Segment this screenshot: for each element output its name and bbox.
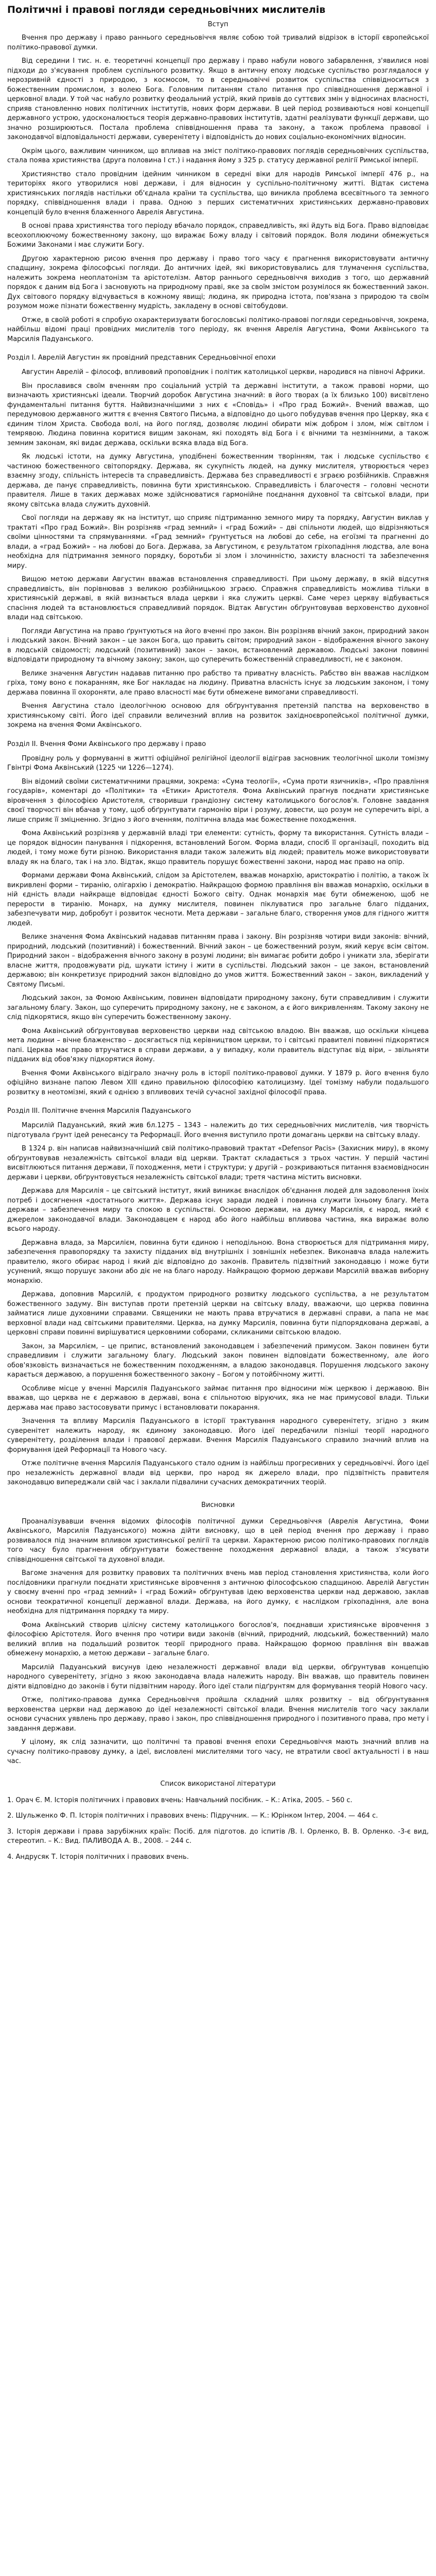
reference-item: 3. Історія держави і права зарубіжних країн: Посіб. для підготов. до іспитів /В. І. Орленко, В. В. Орленко. -3-є вид, стереотип. – К.: Вид. ПАЛИВОДА А. В., 2008. – 244 с.	[7, 1827, 429, 1845]
intro-paragraph: Вчення про державу і право раннього середньовіччя являє собою той тривалий відрізок в історії європейської політико-правової думки.	[7, 34, 429, 52]
section-3-paragraph: Закон, за Марсилієм, – це припис, встановлений законодавцем і забезпечений примусом. Закон повинен бути справедливим і служити загальному благу. Людський закон повинен відповідати божественному, але його обов'язковість визначається не божественним походженням, а владою законодавця. Порушення людського закону карається державою, а порушення божественного закону – Богом у потойбічному житті.	[7, 1342, 429, 1379]
conclusions-paragraphs	[7, 1517, 429, 1767]
section-2-paragraph: Формами держави Фома Аквінський, слідом за Арістотелем, вважав монархію, аристократію і політію, а також їх викривлені форми – тиранію, олігархію і демократію. Найкращою формою правління він вважав монархію, оскільки в ній єдність влади найкраще відповідає єдності Божого світу. Однак монархія має бути обмеженою, щоб не перерости в тиранію. Монарх, на думку мислителя, повинен піклуватися про загальне благо підданих, забезпечувати мир, добробут і розвиток чесноти. Мета держави – загальне благо, створення умов для гідного життя людей.	[7, 872, 429, 927]
section-3-paragraph: Держава для Марсилія – це світський інститут, який виникає внаслідок об'єднання людей для задоволення їхніх потреб і досягнення «достатнього життя». Держава існує заради людей і повинна служити їхньому благу. Мета держави – забезпечення миру та спокою в суспільстві. Основою держави, на думку Марсилія, є народ, який є джерелом законодавчої влади. Законодавцем є народ або його найбільш впливова частина, яка виражає волю всього народу.	[7, 1187, 429, 1233]
section-1-paragraph: Вчення Августина стало ідеологічною основою для обґрунтування претензій папства на верховенство в християнському світі. Його ідеї справили величезний вплив на розвиток західноєвропейської політичної думки, зокрема на вчення Фоми Аквінського.	[7, 702, 429, 729]
intro-heading: Вступ	[207, 21, 229, 28]
section-1-paragraph: Він прославився своїм вченням про соціальний устрій та державні інститути, а також правові норми, що визначають християнські ідеали. Творчий доробок Августина значний: в його творах (а їх близько 100) висвітлено фундаментальні питання буття. Найвизначнішими з них є «Сповідь» і «Про град Божий». Вчений вважав, що передумовою державного життя є вчення Святого Письма, а відповідно до цього побудував вчення про Церкву, яка є єдиним тілом Христа. Свобода волі, на його погляд, дозволяє людині обирати між добром і злом, між світлом і темрявою. Людина повинна коритися вищим законам, які походять від Бога і є вічними та незмінними, а також земним законам, які видає держава, оскільки всяка влада від Бога.	[7, 382, 429, 447]
section-2-paragraphs	[7, 754, 429, 1098]
section-1-paragraph: Вищою метою держави Августин вважав встановлення справедливості. При цьому державу, в якій відсутня справедливість, він порівнював з великою розбійницькою зграєю. Справжня справедливість можлива тільки в християнській державі, в якій визнається влада церкви і яка служить церкві. Саме через церкву відбувається спасіння людей та встановлюється справедливий порядок. Відтак Августин обґрунтовував верховенство духовної влади над світською.	[7, 575, 429, 621]
intro-paragraph: Від середини I тис. н. е. теоретичні концепції про державу і право набули нового забарвлення, з'явилися нові підходи до з'ясування проблем суспільного розвитку. Якщо в античну епоху людське суспільство розглядалося у нерозривній єдності з природою, з космосом, то в середньовіччі розвиток суспільства співвідноситься з божественним промислом, з волею Бога. Головним питанням стало питання про співвідношення державної і церковної влади. У той час набуло розвитку феодальний устрій, який привів до суттєвих змін у відносинах власності, сприяв становленню нових політичних інститутів, нових форм держави. В цей період розвиваються нові концепції державного устрою, удосконалюється теорія державно-правових інститутів, здатні реалізувати функції держави, що значно розширюються. Постала проблема співвідношення права та закону, а також проблема правової і законодавчої відповідальності держави, суверенітету і відповідність до нових соціально-економічних відносин.	[7, 57, 429, 141]
references-heading: Список використаної літератури	[160, 1780, 276, 1788]
conclusions-section	[7, 1501, 429, 1767]
section-1-paragraph: Свої погляди на державу як на інститут, що сприяє підтриманню земного миру та порядку, Августин виклав у трактаті «Про град Божий». Він розрізняв «град земний» і «град Божий» – дві спільноти людей, що відрізняються своїми цінностями та спрямуваннями. «Град земний» ґрунтується на любові до себе, на егоїзмі та прагненні до влади, а «град Божий» – на любові до Бога. Держава, за Августином, є результатом гріхопадіння людства, але вона необхідна для підтримання земного порядку, боротьби зі злом і злочинністю, захисту власності та забезпечення миру.	[7, 514, 429, 570]
section-3-paragraph: Марсилій Падуанський, який жив бл.1275 – 1343 – належить до тих середньовічних мислителів, чия творчість підготувала ґрунт ідей ренесансу та Реформації. Його вчення виступило проти домагань церкви на світську владу.	[7, 1122, 429, 1139]
section-1-paragraph: Як людські істоти, на думку Августина, уподібнені божественним творінням, так і людське суспільство є частиною божественного світопорядку. Держава, як сукупність людей, на думку мислителя, утворюється через взаємну згоду, спільність інтересів та справедливість. Держава без справедливості є зграєю розбійників. Справжня держава, де панує справедливість, повинна бути християнською. Справедливість і благочестя – головні чесноти правителя. Лише в таких державах може здійснюватися гармонійне поєднання духовної та світської влади, при якому світська влада служить духовній.	[7, 453, 429, 509]
conclusions-paragraph: Вагоме значення для розвитку правових та політичних вчень мав період становлення християнства, коли його послідовники прагнули поєднати християнське віровчення з античною філософською спадщиною. Аврелій Августин у своєму вченні про «град земний» і «град Божий» обґрунтував ідею верховенства церкви над державою, заклав основи теократичної концепції державної влади. Держава, на його думку, є наслідком гріхопадіння, але вона необхідна для підтримання порядку та миру.	[7, 1569, 429, 1615]
section-1-paragraph: Велике значення Августин надавав питанню про рабство та приватну власність. Рабство він вважав наслідком гріха, тому воно є покаранням, яке Бог накладає на людину. Приватна власність існує за людським законом, і тому держава повинна її охороняти, але право власності має бути обмежене вимогами справедливості.	[7, 669, 429, 697]
intro-paragraph: Отже, в своїй роботі я спробую охарактеризувати богословські політико-правові погляди середньовіччя, зокрема, найбільш відомі праці провідних мислителів того періоду, як вчення Аврелія Августина, Фоми Аквінського та Марсилія Падуанського.	[7, 316, 429, 343]
section-2-paragraph: Людський закон, за Фомою Аквінським, повинен відповідати природному закону, бути справедливим і служити загальному благу. Закон, що суперечить природному закону, не є законом, а є його викривленням. Такому закону не слід підкорятися, якщо він суперечить божественному закону.	[7, 994, 429, 1021]
section-2-heading: Розділ II. Вчення Фоми Аквінського про державу і право	[7, 740, 206, 748]
page-title: Політичні і правові погляди середньовічних мислителів	[7, 4, 326, 15]
section-1-paragraphs	[7, 368, 429, 731]
conclusions-paragraph: Марсилій Падуанський висунув ідею незалежності державної влади від церкви, обґрунтував концепцію народного суверенітету, згідно з якою законодавча влада належить народу. Він вважав, що правитель повинен діяти відповідно до законів і бути підзвітним народу. Його ідеї стали підґрунтям для формування теорій Нового часу.	[7, 1663, 429, 1690]
conclusions-paragraph: Проаналізувавши вчення відомих філософів політичної думки Середньовіччя (Аврелія Августина, Фоми Аквінського, Марсилія Падуанського) можна дійти висновку, що в цей період вчення про державу і право розвивалося під значним впливом християнської релігії та церкви. Характерною рисою політико-правових поглядів того часу було прагнення обґрунтувати божественне походження державної влади, а також з'ясувати співвідношення світської та духовної влади.	[7, 1517, 429, 1564]
conclusions-paragraph: Отже, політико-правова думка Середньовіччя пройшла складний шлях розвитку – від обґрунтування верховенства церкви над державою до ідеї незалежності світської влади. Вчення мислителів того часу заклали основи сучасних уявлень про державу, право і закон, про співвідношення природного і позитивного права, про мету і завдання держави.	[7, 1696, 429, 1733]
section-1-heading: Розділ I. Аврелій Августин як провідний представник Середньовічної епохи	[7, 354, 276, 362]
section-1-paragraph: Августин Аврелій – філософ, впливовий проповідник і політик католицької церкви, народився на півночі Африки.	[22, 368, 425, 376]
intro-paragraph: Окрім цього, важливим чинником, що впливав на зміст політико-правових поглядів середньовічних суспільства, стала поява християнства (друга половина I ст.) і надання йому з 325 р. статусу державної релігії Римської імперії.	[7, 147, 429, 164]
reference-item: 4. Андрусяк Т. Історія політичних і правових вчень.	[7, 1853, 189, 1861]
references-list	[7, 1796, 429, 1862]
section-2-paragraph: Провідну роль у формуванні в житті офіційної релігійної ідеології відіграв засновник теологічної школи томізму Гвінтрі Фома Аквінський (1225 чи 1226—1274).	[7, 754, 429, 772]
section-1	[7, 353, 429, 731]
intro-paragraph: Другою характерною рисою вчення про державу і право того часу є прагнення використовувати античну спадщину, зокрема філософські погляди. До античних ідей, які використовувались для тлумачення суспільства, належить зокрема неоплатонізм та арістотелізм. Автор раннього середньовіччя виходив з того, що державний порядок є даним від Бога і засновують на природному праві, яке за своїм змістом розумілося як божественний закон. Дух світового порядку відчувається в кожному явищі; людина, як природна істота, пов'язана з природою та своїм розумом може пізнати божественну мудрість, закладену в основі світобудови.	[7, 255, 429, 310]
section-3-paragraph: Особливе місце у вченні Марсилія Падуанського займає питання про відносини між церквою і державою. Він вважав, що церква не є державою в державі, вона є спільнотою віруючих, яка не має примусової влади. Тільки держава має право застосовувати примус і встановлювати покарання.	[7, 1384, 429, 1412]
conclusions-paragraph: Фома Аквінський створив цілісну систему католицького богослов'я, поєднавши християнське віровчення з філософією Арістотеля. Його вчення про чотири види законів (вічний, природний, людський, божественний) мало великий вплив на подальший розвиток теорії природного права. Найкращою формою правління він вважав обмежену монархію, а метою держави – загальне благо.	[7, 1621, 429, 1657]
intro-paragraphs	[7, 33, 429, 344]
conclusions-paragraph: У цілому, як слід зазначити, що політичні та правові вчення епохи Середньовіччя мають значний вплив на сучасну політико-правову думку, а ідеї, висловлені мислителями того часу, не втратили своєї актуальності і в наш час.	[7, 1738, 429, 1765]
reference-item: 2. Шульженко Ф. П. Історія політичних і правових вчень: Підручник. — К.: Юрінком Інтер, 2004. — 464 с.	[7, 1812, 378, 1820]
section-2-paragraph: Фома Аквінський обґрунтовував верховенство церкви над світською владою. Він вважав, що оскільки кінцева мета людини – вічне блаженство – досягається під керівництвом церкви, то і світські правителі повинні підкорятися папі. Церква має право втручатися в справи держави, а у випадку, коли правитель відступає від віри, – звільняти підданих від обов'язку підкорятися йому.	[7, 1027, 429, 1063]
intro-section	[7, 21, 429, 344]
section-3-paragraph: Отже політичне вчення Марсилія Падуанського стало одним із найбільш прогресивних у середньовіччі. Його ідеї про незалежність державної влади від церкви, про народ як джерело влади, про підзвітність правителя законодавцю випереджали свій час і заклали підвалини сучасних демократичних теорій.	[7, 1460, 429, 1486]
section-3-paragraphs	[7, 1121, 429, 1488]
section-2-paragraph: Він відомий своїми систематичними працями, зокрема: «Сума теології», «Сума проти язичників», «Про правління государів», коментарі до «Політики» та «Етики» Аристотеля. Фома Аквінський прагнув поєднати християнське віровчення з філософією Аристотеля, створивши грандіозну систему католицького богослов'я. Головне завдання своєї творчості він вбачав у тому, щоб обґрунтувати гармонію віри і розуму, довести, що розум не суперечить вірі, а лише сприяє її зміцненню. Згідно з його вченням, політична влада має божественне походження.	[7, 777, 429, 824]
section-2	[7, 740, 429, 1098]
conclusions-heading: Висновки	[201, 1501, 235, 1509]
section-3-paragraph: Значення та впливу Марсилія Падуанського в історії трактування народного суверенітету, згідно з яким суверенітет належить народу, як єдиному законодавцю. Його ідеї передбачили пізніші теорії народного суверенітету, розділення влади і правової держави. Вчення Марсилія Падуанського справило значний вплив на формування ідей Реформації та Нового часу.	[7, 1417, 429, 1454]
section-2-paragraph: Велике значення Фома Аквінський надавав питанням права і закону. Він розрізняв чотири види законів: вічний, природний, людський (позитивний) і божественний. Вічний закон – це божественний розум, який керує всім світом. Природний закон – відображення вічного закону в розумі людини; він вимагає робити добро і уникати зла, зберігати власне життя, продовжувати рід, шукати істину і жити в суспільстві. Людський закон – це закон, встановлений державою; він конкретизує природний закон відповідно до умов життя. Божественний закон – закон, викладений у Святому Письмі.	[7, 933, 429, 989]
section-2-paragraph: Фома Аквінський розрізняв у державній владі три елементи: сутність, форму та використання. Сутність влади – це порядок відносин панування і підкорення, встановлений Богом. Форма влади, спосіб її організації, походить від людей, і тому може бути різною. Використання влади також залежить від людей; правитель може використовувати владу як на благо, так і на зло. Відтак, якщо правитель порушує божественні закони, народ має право на опір.	[7, 829, 429, 866]
references-section	[7, 1780, 429, 1862]
reference-item: 1. Орач Є. М. Історія політичних і правових вчень: Навчальний посібник. – К.: Атіка, 2005. – 560 с.	[7, 1796, 353, 1804]
intro-paragraph: В основі права християнства того періоду вбачало порядок, справедливість, які йдуть від Бога. Право відповідає всеохоплюючому божественному закону, що виражає Божу владу і світовий порядок. Воля людини обмежується Божими Законами і має служити Богу.	[7, 222, 429, 249]
intro-paragraph: Християнство стало провідним ідейним чинником в середні віки для народів Римської імперії 476 р., на територіях якого утворилися нові держави, і для відносин у суспільно-політичному житті. Відтак система християнських поглядів настільки об'єднала країни та суспільства, що виникла проблема всесвітнього та земного порядку, співвідношення влади і права. Одною з перших систематичних християнських державно-правових концепцій було вчення блаженного Аврелія Августина.	[7, 170, 429, 216]
section-1-paragraph: Погляди Августина на право ґрунтуються на його вченні про закон. Він розрізняв вічний закон, природний закон і людський закон. Вічний закон – це закон Бога, що править світом; природний закон – відображення вічного закону в людській свідомості; людський (позитивний) закон – закон, встановлений державою. Людські закони повинні відповідати природному та вічному закону; закон, що суперечить божественній справедливості, не є законом.	[7, 627, 429, 664]
section-3-paragraph: В 1324 р. він написав найвизначніший свій політико-правовий трактат «Defensor Pacis» (Захисник миру), в якому обґрунтовував незалежність світської влади від церкви. Трактат складається з трьох частин. У першій частині висвітлюються питання держави, її походження, мети і структури; у другій – розкриваються питання взаємовідносин держави і церкви, обґрунтовується незалежність світської влади; третя частина містить висновки.	[7, 1145, 429, 1181]
section-3-heading: Розділ III. Політичне вчення Марсилія Падуанського	[7, 1107, 191, 1115]
section-3-paragraph: Держава, доповнив Марсилій, є продуктом природного розвитку людського суспільства, а не результатом божественного задуму. Він виступав проти претензій церкви на світську владу, вважаючи, що церква повинна займатися лише духовними справами. Священики не мають права втручатися в державні справи, а папа не має верховної влади над світськими правителями. Церква, на думку Марсилія, повинна бути підпорядкована державі, а церковні справи повинні вирішуватися церковними соборами, скликаними світською владою.	[7, 1291, 429, 1336]
section-3-paragraph: Державна влада, за Марсилієм, повинна бути єдиною і неподільною. Вона створюється для підтримання миру, забезпечення правопорядку та захисту підданих від внутрішніх і зовнішніх небезпек. Виконавча влада належить правителю, якого обирає народ і який діє відповідно до законів. Правитель підзвітний законодавцю і може бути усунений, якщо порушує закони або діє не на благо народу. Найкращою формою держави Марсилій вважав виборну монархію.	[7, 1239, 429, 1285]
section-2-paragraph: Вчення Фоми Аквінського відіграло значну роль в історії політико-правової думки. У 1879 р. його вчення було офіційно визнане папою Левом XIII єдино правильною філософією католицизму. Ідеї томізму набули подальшого розвитку в неотомізмі, який є однією з впливових течій сучасної західної філософії права.	[7, 1069, 429, 1096]
section-3	[7, 1107, 429, 1488]
document-body	[7, 21, 429, 1862]
